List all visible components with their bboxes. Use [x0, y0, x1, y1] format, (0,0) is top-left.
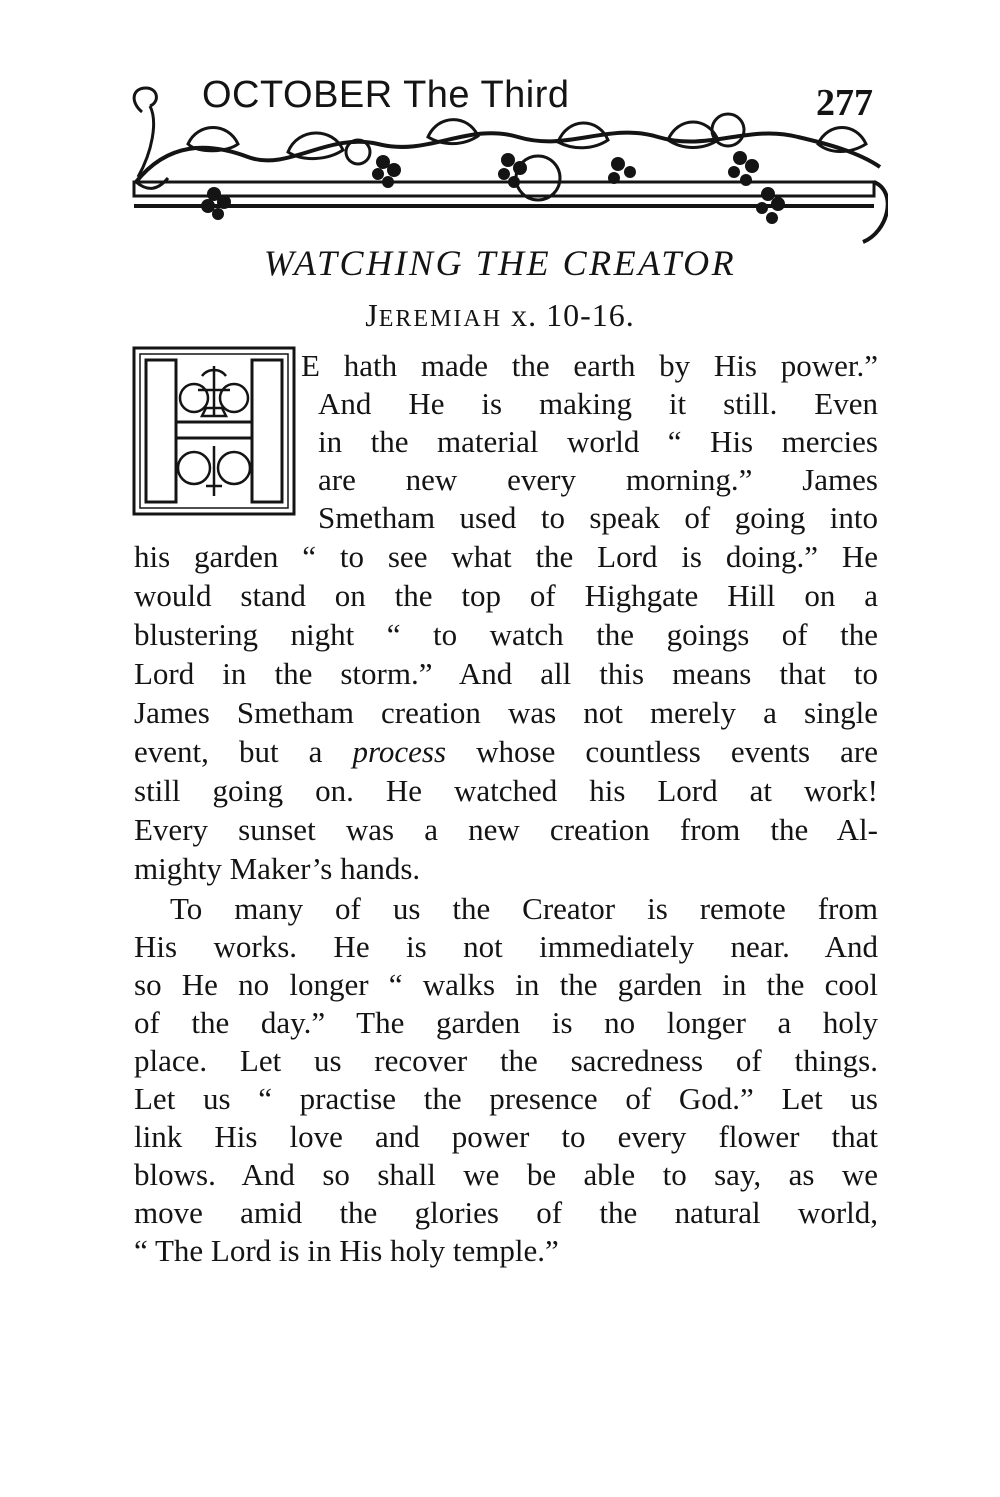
scripture-reference [0, 293, 1000, 341]
page-number: 277 [816, 82, 873, 124]
body-line: place. Let us recover the sacredness of things. [134, 1043, 878, 1078]
body-line: move amid the glories of the natural world, [134, 1195, 878, 1230]
body-line-part: event, but a [134, 734, 323, 769]
body-line: Let us “ practise the presence of God.” Let us [134, 1081, 878, 1116]
body-line: so He no longer “ walks in the garden in the cool [134, 967, 878, 1002]
body-line: Smetham used to speak of going into [318, 500, 878, 535]
body-line: of the day.” The garden is no longer a holy [134, 1005, 878, 1040]
chapter-title: WATCHING THE CREATOR [263, 243, 737, 283]
body-line: still going on. He watched his Lord at work! [134, 773, 878, 808]
drop-cap-ornament [132, 346, 296, 516]
body-line: would stand on the top of Highgate Hill on a [134, 578, 878, 613]
body-line: His works. He is not immediately near. And [134, 929, 878, 964]
emphasized-word: process [352, 734, 447, 769]
body-line: blustering night “ to watch the goings of the [134, 617, 878, 652]
body-line: Every sunset was a new creation from the Al- [134, 812, 878, 847]
body-line: blows. And so shall we be able to say, as we [134, 1157, 878, 1192]
page-header-date: OCTOBER The Third [202, 74, 570, 116]
scripture-book-initial: J [365, 297, 379, 333]
body-line: mighty Maker’s hands. [134, 851, 421, 886]
drop-cap-letter [0, 0, 1, 1]
body-line: And He is making it still. Even [318, 386, 878, 421]
body-line: are new every morning.” James [318, 462, 878, 497]
scripture-book-rest: EREMIAH [378, 306, 503, 332]
body-line: link His love and power to every flower that [134, 1119, 878, 1154]
body-line: Lord in the storm.” And all this means that to [134, 656, 878, 691]
body-line: in the material world “ His mercies [318, 424, 878, 459]
body-line-part: whose countless events are [476, 734, 878, 769]
body-line: James Smetham creation was not merely a single [134, 695, 878, 730]
scripture-chapter-verses: x. 10-16. [511, 297, 635, 333]
body-line: E hath made the earth by His power.” [301, 348, 878, 383]
body-line-emphasis [134, 733, 878, 771]
body-line: To many of us the Creator is remote from [170, 891, 878, 926]
body-line: “ The Lord is in His holy temple.” [134, 1233, 559, 1268]
body-line: his garden “ to see what the Lord is doing.” He [134, 539, 878, 574]
